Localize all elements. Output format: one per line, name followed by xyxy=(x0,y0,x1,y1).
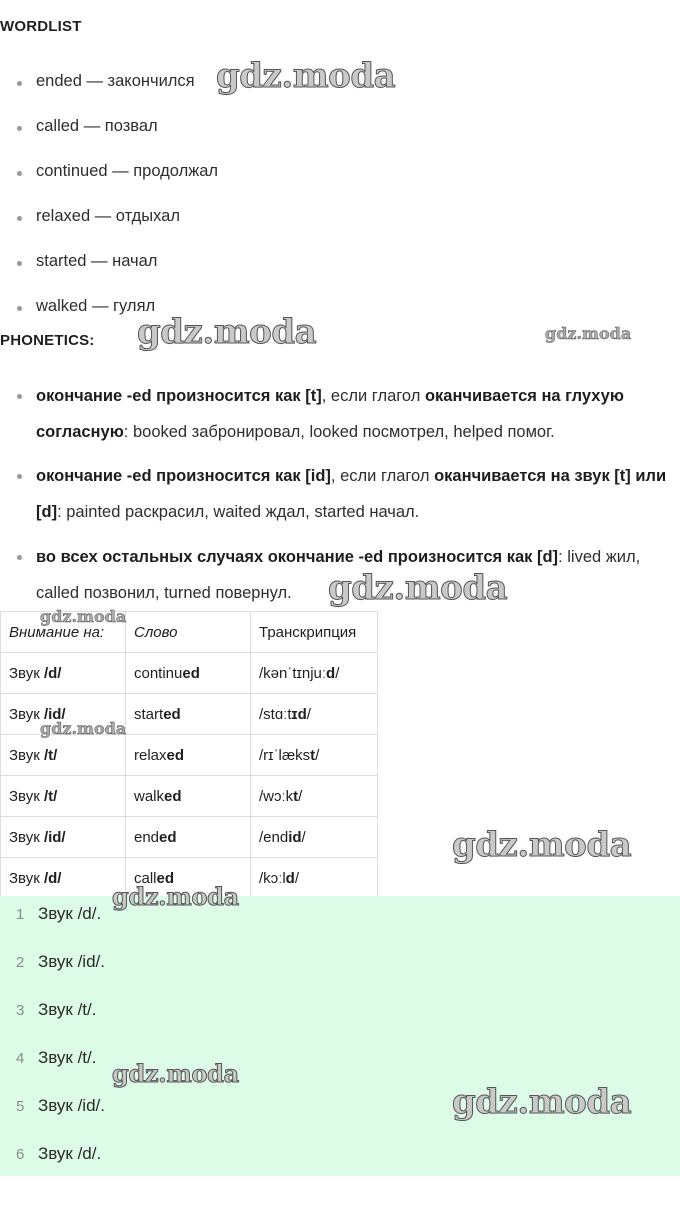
table-cell-sound: Звук /id/ xyxy=(1,694,126,735)
watermark: gdz.moda xyxy=(452,1082,632,1122)
watermark: gdz.moda xyxy=(452,825,632,865)
watermark: gdz.moda xyxy=(112,1059,239,1088)
table-cell-transcription: /kɔːld/ xyxy=(251,858,378,899)
answer-text: Звук /id/. xyxy=(38,1096,105,1115)
answers-block xyxy=(0,896,680,1176)
list-item: ended — закончился xyxy=(36,72,195,90)
table-cell-sound: Звук /t/ xyxy=(1,735,126,776)
sounds-table xyxy=(0,611,378,899)
rule-bold: окончание -ed произносится как [id] xyxy=(36,467,331,485)
rule-text: : lived жил, called позвонил, turned повернул. xyxy=(36,548,641,602)
rule-bold: оканчивается на глухую согласную xyxy=(36,387,624,441)
answer-number: 1 xyxy=(16,906,25,923)
answer-number: 5 xyxy=(16,1098,25,1115)
rule-bold: во всех остальных случаях окончание -ed произносится как [d] xyxy=(36,548,559,566)
watermark: gdz.moda xyxy=(112,882,239,911)
rule-text: , если глагол xyxy=(321,387,425,405)
rule-text: : painted раскрасил, waited ждал, started начал. xyxy=(57,503,420,521)
list-item: continued — продолжал xyxy=(36,162,219,180)
table-cell-transcription: /kənˈtɪnjuːd/ xyxy=(251,653,378,694)
table-cell-transcription: /stɑːtɪd/ xyxy=(251,694,378,735)
table-header-cell: Транскрипция xyxy=(251,612,378,653)
table-cell-word: continued xyxy=(126,653,251,694)
table-row xyxy=(1,817,378,858)
list-item: relaxed — отдыхал xyxy=(36,207,180,225)
phonetics-rule xyxy=(36,458,678,530)
table-cell-transcription: /wɔːkt/ xyxy=(251,776,378,817)
answer-text: Звук /t/. xyxy=(38,1048,97,1067)
table-cell-sound: Звук /d/ xyxy=(1,653,126,694)
rule-bold: оканчивается на звук [t] или [d] xyxy=(36,467,667,521)
table-cell-word: relaxed xyxy=(126,735,251,776)
watermark: gdz.moda xyxy=(545,324,632,343)
table-cell-sound: Звук /t/ xyxy=(1,776,126,817)
answer-text: Звук /id/. xyxy=(38,952,105,971)
answer-item xyxy=(0,1040,680,1080)
answer-item xyxy=(0,992,680,1032)
phonetics-rule xyxy=(36,378,678,450)
table-cell-sound: Звук /d/ xyxy=(1,858,126,899)
phonetics-heading: PHONETICS: xyxy=(0,332,95,349)
watermark: gdz.moda xyxy=(40,719,127,738)
table-header-cell: Внимание на: xyxy=(1,612,126,653)
answer-text: Звук /t/. xyxy=(38,1000,97,1019)
table-cell-word: walked xyxy=(126,776,251,817)
answer-text: Звук /d/. xyxy=(38,1144,102,1163)
answer-number: 6 xyxy=(16,1146,25,1163)
table-row xyxy=(1,776,378,817)
watermark: gdz.moda xyxy=(40,607,127,626)
watermark: gdz.moda xyxy=(137,312,317,352)
table-cell-sound: Звук /id/ xyxy=(1,817,126,858)
table-cell-transcription: /endid/ xyxy=(251,817,378,858)
list-item: walked — гулял xyxy=(36,297,156,315)
answer-number: 4 xyxy=(16,1050,25,1067)
answer-item xyxy=(0,944,680,984)
rule-text: , если глагол xyxy=(330,467,435,485)
answer-item xyxy=(0,896,680,936)
table-cell-word: called xyxy=(126,858,251,899)
table-header-cell: Слово xyxy=(126,612,251,653)
table-row xyxy=(1,735,378,776)
rule-text: : booked забронировал, looked посмотрел, helped помог. xyxy=(123,423,555,441)
rule-bold: окончание -ed произносится как [t] xyxy=(36,387,322,405)
answer-item xyxy=(0,1136,680,1176)
answer-number: 3 xyxy=(16,1002,25,1019)
table-cell-word: ended xyxy=(126,817,251,858)
answer-number: 2 xyxy=(16,954,25,971)
watermark: gdz.moda xyxy=(216,56,396,96)
table-cell-transcription: /rɪˈlækst/ xyxy=(251,735,378,776)
list-item: started — начал xyxy=(36,252,158,270)
table-row xyxy=(1,653,378,694)
table-cell-word: started xyxy=(126,694,251,735)
list-item: called — позвал xyxy=(36,117,158,135)
watermark: gdz.moda xyxy=(328,568,508,608)
answer-text: Звук /d/. xyxy=(38,904,102,923)
wordlist-heading: WORDLIST xyxy=(0,18,82,35)
